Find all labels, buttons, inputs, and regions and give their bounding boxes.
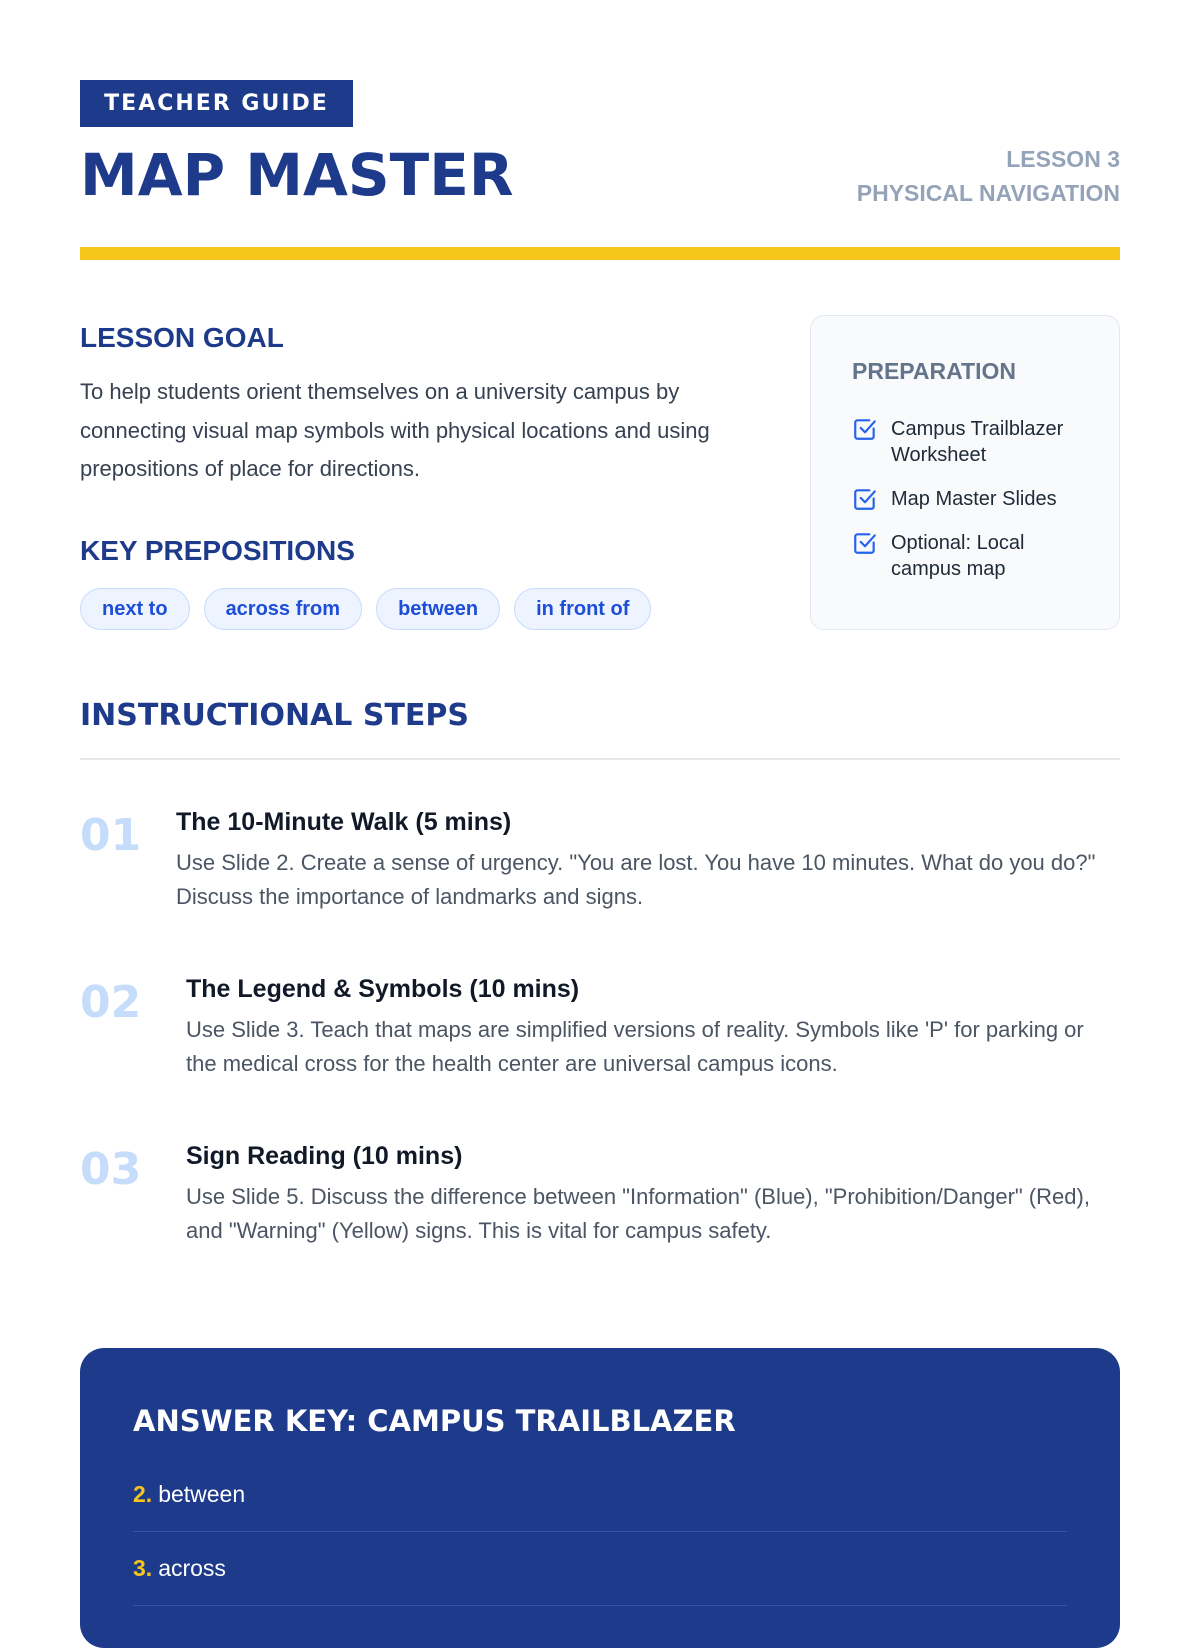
preposition-chip: between [376, 588, 500, 630]
lesson-topic: PHYSICAL NAVIGATION [856, 180, 1120, 206]
answer-key-heading: ANSWER KEY: CAMPUS TRAILBLAZER [133, 1404, 736, 1438]
answer-key-item [133, 1532, 1067, 1606]
step-description: Use Slide 3. Teach that maps are simplified versions of reality. Symbols like 'P' for parking or the medical cross for the health center are universal campus icons. [186, 1017, 1084, 1076]
lesson-goal-heading: LESSON GOAL [80, 322, 284, 353]
instructional-steps-heading: INSTRUCTIONAL STEPS [80, 698, 469, 733]
checkbox-icon [852, 486, 878, 512]
step-title: The 10-Minute Walk (5 mins) [176, 808, 512, 836]
answer-key-item [133, 1458, 1067, 1532]
teacher-guide-badge: TEACHER GUIDE [80, 80, 353, 127]
checkbox-icon [852, 416, 878, 442]
preposition-chip: next to [80, 588, 190, 630]
preparation-card [810, 315, 1120, 630]
preparation-item [852, 530, 1092, 582]
preparation-item-label: Optional: Local campus map [891, 532, 1025, 580]
preparation-item-label: Map Master Slides [891, 488, 1057, 510]
header-divider [80, 247, 1120, 260]
step-body [186, 973, 1120, 1081]
answer-number: 2. [133, 1481, 153, 1507]
preposition-chip: in front of [514, 588, 651, 630]
preparation-item [852, 486, 1092, 512]
answer-key-list [133, 1458, 1067, 1606]
step-title: Sign Reading (10 mins) [186, 1142, 463, 1170]
step-description: Use Slide 2. Create a sense of urgency. "You are lost. You have 10 minutes. What do you do?" Discuss the importance of landmarks and signs. [176, 850, 1096, 909]
teacher-guide-page [80, 0, 1120, 1600]
answer-number: 3. [133, 1555, 153, 1581]
lesson-goal-text: To help students orient themselves on a university campus by connecting visual map symbols with physical locations and using prepositions of place for directions. [80, 379, 710, 481]
answer-text: between [158, 1481, 246, 1507]
step-number: 01 [80, 810, 142, 861]
preparation-item [852, 416, 1092, 468]
page-title: MAP MASTER [80, 141, 514, 209]
step-body [176, 806, 1120, 914]
preposition-chips [80, 588, 651, 630]
checkbox-icon [852, 530, 878, 556]
preparation-list [852, 416, 1092, 600]
step-number: 03 [80, 1144, 142, 1195]
lesson-number: LESSON 3 [1006, 146, 1120, 172]
step-title: The Legend & Symbols (10 mins) [186, 975, 580, 1003]
preposition-chip: across from [204, 588, 363, 630]
answer-text: across [158, 1555, 226, 1581]
answer-key-card [80, 1348, 1120, 1648]
lesson-meta [857, 142, 1120, 210]
preparation-heading: PREPARATION [852, 358, 1016, 384]
step-number: 02 [80, 977, 142, 1028]
step-body [186, 1140, 1120, 1248]
steps-divider [80, 758, 1120, 760]
key-prepositions-heading: KEY PREPOSITIONS [80, 535, 355, 566]
preparation-item-label: Campus Trailblazer Worksheet [891, 418, 1064, 466]
step-description: Use Slide 5. Discuss the difference between "Information" (Blue), "Prohibition/Danger" (Red), and "Warning" (Yellow) signs. This is vital for campus safety. [186, 1184, 1090, 1243]
